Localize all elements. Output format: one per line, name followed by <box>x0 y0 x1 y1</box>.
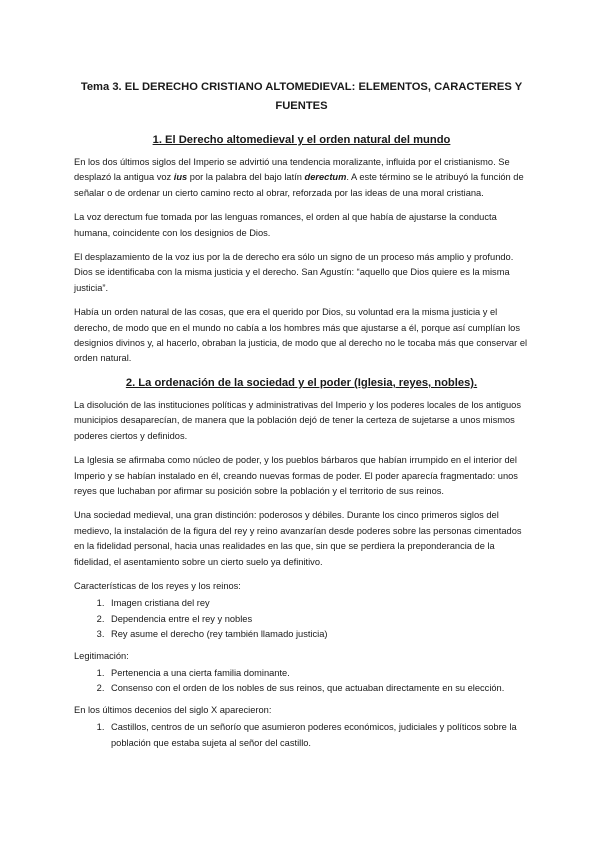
section-1-paragraph-3: El desplazamiento de la voz ius por la de derecho era sólo un signo de un proceso más amplio y profundo. Dios se identificaba con la misma justicia y el derecho. San Agustín: “aquello que Dios quiere es la misma justicia”. <box>74 252 514 293</box>
section-2-heading: 2. La ordenación de la sociedad y el poder (Iglesia, reyes, nobles). <box>125 376 478 389</box>
list-1-intro: Características de los reyes y los reinos: <box>74 580 241 591</box>
section-1-paragraph-1 <box>74 155 529 201</box>
list-3 <box>74 720 529 751</box>
list-item: 3. Rey asume el derecho (rey también llamado justicia) <box>107 627 529 642</box>
list-item: 2. Consenso con el orden de los nobles de sus reinos, que actuaban directamente en su elección. <box>107 681 529 696</box>
text-run: En los dos últimos siglos del Imperio se advirtió una tendencia moralizante, influida por el cristianismo. Se desplazó la antigua voz <box>74 157 510 183</box>
list-2-intro: Legitimación: <box>74 650 129 661</box>
text-run: . A este término se le atribuyó la función de señalar o de ordenar un cierto camino recto al obrar, reforzada por las ideas de una moral cristiana. <box>74 172 524 198</box>
list-3-intro: En los últimos decenios del siglo X aparecieron: <box>74 704 272 715</box>
section-1-paragraph-2: La voz derectum fue tomada por las lenguas romances, el orden al que había de ajustarse la conducta humana, coincidente con los designios de Dios. <box>74 212 497 238</box>
list-2 <box>74 666 529 697</box>
section-2-paragraph-2: La Iglesia se afirmaba como núcleo de poder, y los pueblos bárbaros que habían irrumpido en el interior del Imperio y se habían instalado en él, creando nuevas formas de poder. El poder aparecía fragmentado: unos reyes que luchaban por afirmar su posición sobre la población y el territorio de sus reinos. <box>74 455 518 496</box>
list-item: 2. Dependencia entre el rey y nobles <box>107 612 529 627</box>
list-item: 1. Imagen cristiana del rey <box>107 596 529 611</box>
section-2-paragraph-3: Una sociedad medieval, una gran distinción: poderosos y débiles. Durante los cinco primeros siglos del medievo, la instalación de la figura del rey y reino avanzarían desde poderes sobre las personas cimentados en la fidelidad personal, hacia unas realidades en las que, sin que se perdiera la preponderancia de la fidelidad, el asentamiento sobre un cierto suelo ya definitivo. <box>74 510 522 567</box>
list-item: 1. Pertenencia a una cierta familia dominante. <box>107 666 529 681</box>
emphasis-derectum: derectum <box>304 172 347 183</box>
section-2-paragraph-1: La disolución de las instituciones políticas y administrativas del Imperio y los poderes locales de los antiguos municipios desaparecían, de manera que la población dejó de tener la certeza de sujetarse a unos mismos poderes ciertos y definidos. <box>74 399 522 441</box>
list-item: 1. Castillos, centros de un señorío que asumieron poderes económicos, judiciales y políticos sobre la población que estaba sujeta al señor del castillo. <box>107 720 529 751</box>
section-1-paragraph-4: Había un orden natural de las cosas, que era el querido por Dios, su voluntad era la misma justicia y el derecho, de modo que en el mundo no cabía a los hombres más que ajustarse a él, porque así cumplían los designios divinos y, al hacerlo, obraban la justicia, de modo que al derecho no le tocaba más que conservar el orden natural. <box>74 307 528 364</box>
text-run: por la palabra del bajo latín <box>187 172 305 183</box>
emphasis-ius: ius <box>173 172 188 183</box>
document-title: Tema 3. EL DERECHO CRISTIANO ALTOMEDIEVAL: ELEMENTOS, CARACTERES Y FUENTES <box>80 81 523 112</box>
list-1 <box>74 596 529 642</box>
document-page <box>74 78 529 757</box>
section-1-heading: 1. El Derecho altomedieval y el orden natural del mundo <box>152 134 451 146</box>
